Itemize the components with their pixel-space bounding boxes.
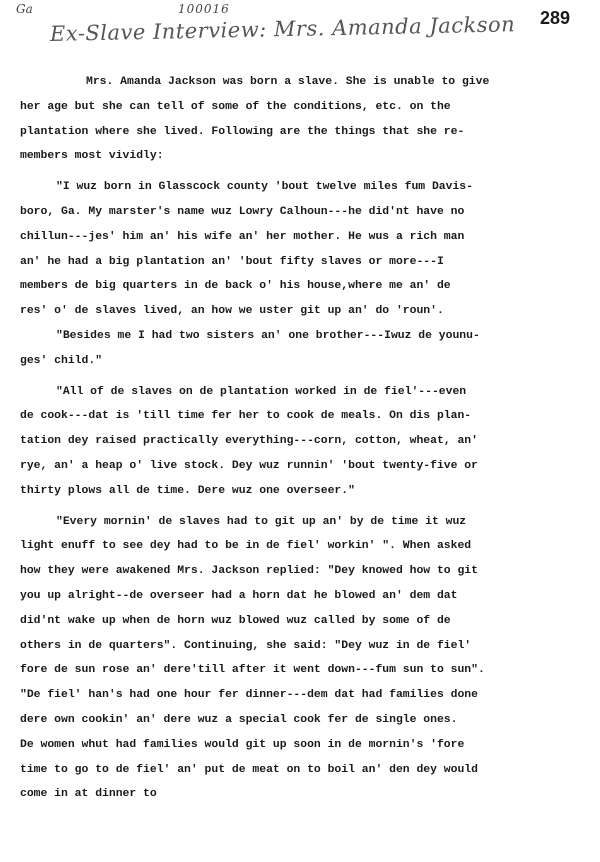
state-mark: Ga xyxy=(16,2,33,16)
accession-number: 100016 xyxy=(178,2,230,16)
text-line: "Every mornin' de slaves had to git up an' by de time it wuz xyxy=(56,515,467,528)
text-line: light enuff to see dey had to be in de fiel' workin' ". When asked xyxy=(20,540,472,553)
text-line: "Besides me I had two sisters an' one brother---Iwuz de younu- xyxy=(56,329,480,342)
text-line: rye, an' a heap o' live stock. Dey wuz runnin' 'bout twenty-five or xyxy=(20,459,478,472)
text-line: chillun---jes' him an' his wife an' her mother. He wus a rich man xyxy=(20,230,465,243)
text-line: fore de sun rose an' dere'till after it went down---fum sun to sun". xyxy=(20,664,485,677)
text-line: come in at dinner to xyxy=(20,788,157,801)
text-line: boro, Ga. My marster's name wuz Lowry Calhoun---he did'nt have no xyxy=(20,205,465,218)
text-line: "I wuz born in Glasscock county 'bout twelve miles fum Davis- xyxy=(56,181,473,194)
text-line: res' o' de slaves lived, an how we uster git up an' do 'roun'. xyxy=(20,305,444,318)
typed-transcript xyxy=(20,70,590,807)
text-line: thirty plows all de time. Dere wuz one overseer." xyxy=(20,484,355,497)
text-line: "De fiel' han's had one hour fer dinner---dem dat had families done xyxy=(20,689,478,702)
text-line: an' he had a big plantation an' 'bout fifty slaves or more---I xyxy=(20,255,444,268)
text-line: how they were awakened Mrs. Jackson replied: "Dey knowed how to git xyxy=(20,565,478,578)
text-line: time to go to de fiel' an' put de meat on to boil an' den dey would xyxy=(20,763,478,776)
text-line: members most vividly: xyxy=(20,150,164,163)
text-line: others in de quarters". Continuing, she said: "Dey wuz in de fiel' xyxy=(20,639,472,652)
text-line: Mrs. Amanda Jackson was born a slave. She is unable to give xyxy=(86,76,490,88)
text-line: de cook---dat is 'till time fer her to cook de meals. On dis plan- xyxy=(20,410,472,423)
text-line: ges' child." xyxy=(20,354,103,367)
text-line: her age but she can tell of some of the conditions, etc. on the xyxy=(20,100,451,113)
text-line: tation dey raised practically everything---corn, cotton, wheat, an' xyxy=(20,435,478,448)
text-line: "All of de slaves on de plantation worked in de fiel'---even xyxy=(56,385,467,398)
text-line: dere own cookin' an' dere wuz a special cook fer de single ones. xyxy=(20,713,458,726)
text-line: did'nt wake up when de horn wuz blowed wuz called by some of de xyxy=(20,614,451,627)
page-number: 289 xyxy=(539,8,570,28)
handwritten-title: Ex-Slave Interview: Mrs. Amanda Jackson xyxy=(49,12,516,46)
text-line: members de big quarters in de back o' his house,where me an' de xyxy=(20,280,451,293)
text-line: you up alright--de overseer had a horn dat he blowed an' dem dat xyxy=(20,589,458,602)
text-line: De women whut had families would git up soon in de mornin's 'fore xyxy=(20,738,465,751)
text-line: plantation where she lived. Following are the things that she re- xyxy=(20,125,465,138)
